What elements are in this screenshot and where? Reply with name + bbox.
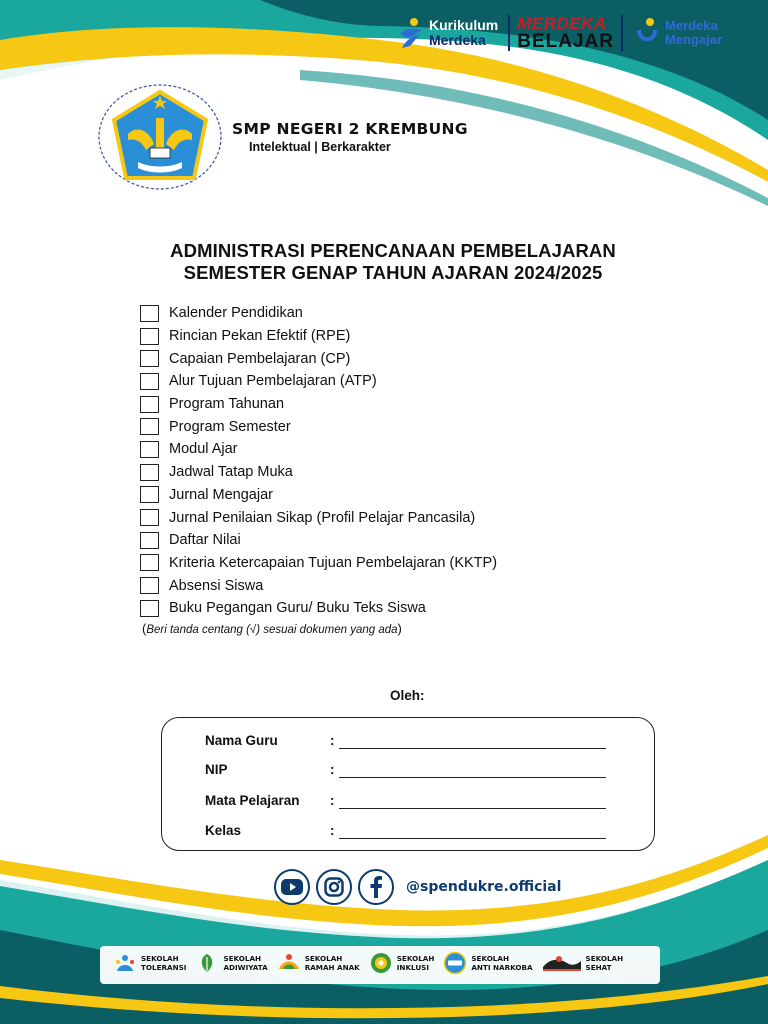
checklist-item-label: Program Tahunan	[169, 396, 285, 413]
checklist-item	[140, 347, 497, 370]
checklist-item	[140, 302, 497, 325]
merdeka-belajar-line1: MERDEKA	[517, 14, 607, 33]
merdeka-mengajar-icon	[633, 16, 661, 50]
field-line[interactable]	[339, 777, 606, 778]
checkbox[interactable]	[140, 600, 159, 617]
checkbox[interactable]	[140, 554, 159, 571]
checklist-item	[140, 370, 497, 393]
sekolah-inklusi-icon	[368, 950, 394, 976]
checklist-item-label: Jurnal Mengajar	[169, 486, 273, 503]
field-line[interactable]	[339, 748, 606, 749]
checkbox[interactable]	[140, 486, 159, 503]
checklist-item	[140, 597, 497, 620]
checklist-item-label: Kriteria Ketercapaian Tujuan Pembelajaran (KKTP)	[169, 554, 498, 571]
social-media-row	[274, 869, 561, 905]
sekolah-ramah-anak-icon	[276, 950, 302, 976]
field-nip[interactable]	[205, 762, 610, 782]
checklist-item	[140, 506, 497, 529]
merdeka-belajar-line2: BELAJAR	[517, 31, 614, 52]
merdeka-belajar-logo	[508, 15, 623, 51]
facebook-icon[interactable]	[358, 869, 394, 905]
checklist-item	[140, 393, 497, 416]
checkbox[interactable]	[140, 464, 159, 481]
school-name: SMP NEGERI 2 KREMBUNG	[232, 120, 468, 138]
kurikulum-merdeka-logo	[398, 16, 498, 50]
checklist-item	[140, 415, 497, 438]
merdeka-mengajar-line1: Merdeka	[664, 18, 718, 33]
checklist-item	[140, 438, 497, 461]
field-label: Mata Pelajaran	[205, 793, 300, 808]
checkbox[interactable]	[140, 418, 159, 435]
checklist-item-label: Jurnal Penilaian Sikap (Profil Pelajar Pancasila)	[169, 509, 476, 526]
badge-sekolah-inklusi	[368, 950, 435, 976]
badge-label: SEKOLAH RAMAH ANAK	[304, 954, 360, 972]
checklist-item-label: Alur Tujuan Pembelajaran (ATP)	[169, 373, 377, 390]
field-colon: :	[330, 733, 335, 748]
checklist-item-label: Capaian Pembelajaran (CP)	[169, 350, 351, 367]
checklist-item-label: Buku Pegangan Guru/ Buku Teks Siswa	[169, 600, 426, 617]
document-title-line2: SEMESTER GENAP TAHUN AJARAN 2024/2025	[183, 262, 603, 283]
youtube-icon[interactable]	[274, 869, 310, 905]
field-line[interactable]	[339, 808, 606, 809]
document-checklist	[140, 302, 497, 620]
merdeka-mengajar-line2: Mengajar	[664, 32, 723, 47]
field-label: Kelas	[205, 823, 242, 838]
field-mata-pelajaran[interactable]	[205, 793, 610, 813]
checkbox[interactable]	[140, 305, 159, 322]
checkbox[interactable]	[140, 396, 159, 413]
checklist-item	[140, 574, 497, 597]
field-colon: :	[330, 823, 335, 838]
field-label: NIP	[205, 762, 228, 777]
checkbox[interactable]	[140, 328, 159, 345]
checklist-item-label: Jadwal Tatap Muka	[169, 464, 293, 481]
checklist-item-label: Rincian Pekan Efektif (RPE)	[169, 328, 351, 345]
field-line[interactable]	[339, 838, 606, 839]
field-colon: :	[330, 793, 335, 808]
field-label: Nama Guru	[205, 733, 278, 748]
instagram-icon[interactable]	[316, 869, 352, 905]
checkbox[interactable]	[140, 509, 159, 526]
checkbox[interactable]	[140, 373, 159, 390]
checklist-item-label: Program Semester	[169, 418, 291, 435]
school-badges	[112, 950, 623, 976]
kurikulum-line2: Merdeka	[429, 32, 486, 48]
field-kelas[interactable]	[205, 823, 610, 843]
checklist-item	[140, 529, 497, 552]
field-colon: :	[330, 762, 335, 777]
checkbox[interactable]	[140, 441, 159, 458]
badge-sekolah-ramah-anak	[276, 950, 360, 976]
checkbox[interactable]	[140, 532, 159, 549]
school-motto: Intelektual | Berkarakter	[249, 140, 391, 154]
checklist-item-label: Absensi Siswa	[169, 577, 264, 594]
sekolah-adiwiyata-icon	[194, 950, 220, 976]
program-logos	[398, 12, 722, 54]
checklist-item	[140, 461, 497, 484]
badge-label: SEKOLAH TOLERANSI	[141, 954, 187, 972]
sekolah-anti-narkoba-icon	[442, 950, 468, 976]
badge-sekolah-toleransi	[112, 950, 186, 976]
badge-label: SEKOLAH INKLUSI	[396, 954, 435, 972]
kurikulum-line1: Kurikulum	[429, 17, 499, 33]
checklist-item	[140, 484, 497, 507]
badge-sekolah-adiwiyata	[194, 950, 267, 976]
badge-sekolah-sehat	[541, 950, 624, 976]
checklist-note	[142, 621, 402, 636]
checklist-item	[140, 325, 497, 348]
signer-box	[161, 717, 655, 851]
checkbox[interactable]	[140, 350, 159, 367]
note-text: Beri tanda centang (√) sesuai dokumen yang ada	[146, 624, 398, 636]
badge-label: SEKOLAH ADIWIYATA	[223, 954, 268, 972]
checklist-item	[140, 552, 497, 575]
checklist-item-label: Modul Ajar	[169, 441, 238, 458]
checklist-item-label: Daftar Nilai	[169, 532, 241, 549]
school-emblem	[98, 84, 222, 190]
sekolah-sehat-icon	[541, 950, 583, 976]
sekolah-toleransi-icon	[112, 950, 138, 976]
checklist-item-label: Kalender Pendidikan	[169, 305, 303, 322]
document-title-line1: ADMINISTRASI PERENCANAAN PEMBELAJARAN	[170, 240, 616, 261]
field-nama-guru[interactable]	[205, 733, 610, 753]
note-close-paren: )	[397, 621, 402, 636]
social-handle[interactable]: @spendukre.official	[406, 879, 562, 895]
badge-label: SEKOLAH SEHAT	[585, 954, 624, 972]
note-open-paren: (	[142, 621, 147, 636]
signer-heading: Oleh:	[390, 688, 425, 703]
badge-label: SEKOLAH ANTI NARKOBA	[471, 954, 533, 972]
merdeka-mengajar-logo	[633, 16, 722, 50]
badge-sekolah-anti-narkoba	[442, 950, 532, 976]
checkbox[interactable]	[140, 577, 159, 594]
kurikulum-merdeka-icon	[398, 16, 424, 50]
